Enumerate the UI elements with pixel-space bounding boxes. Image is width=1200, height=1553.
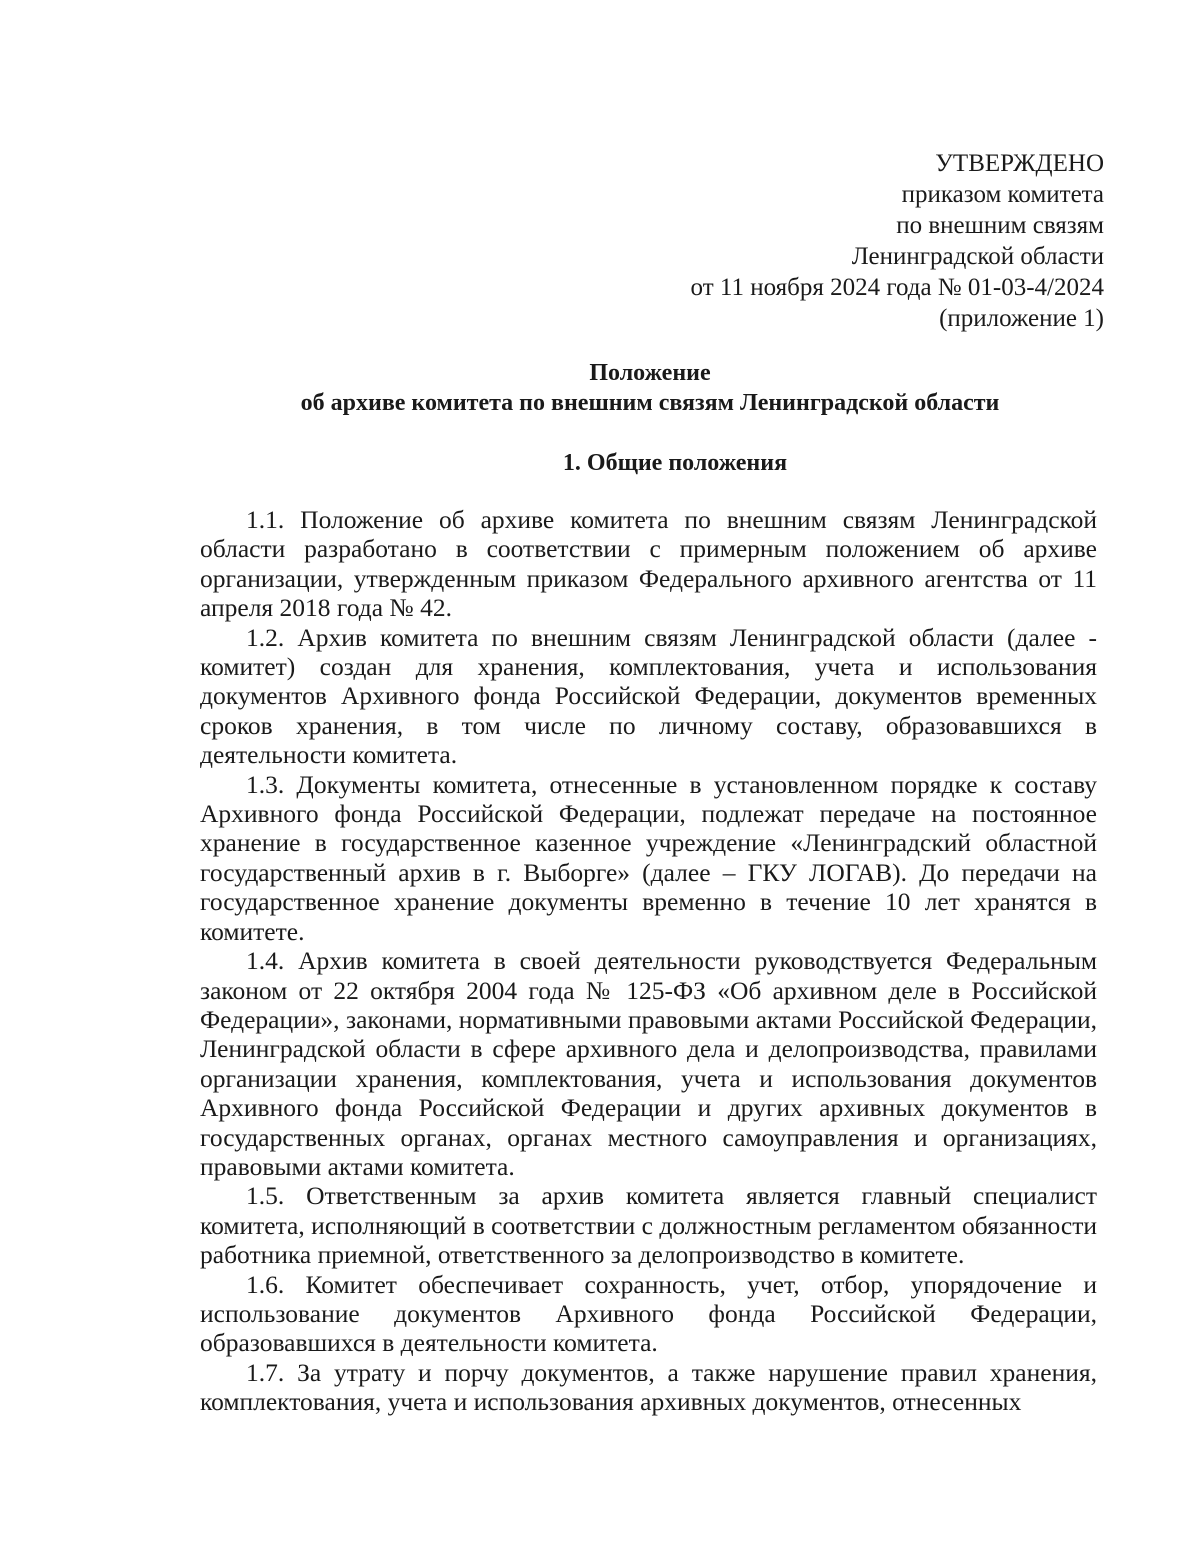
approval-order-number: от 11 ноября 2024 года № 01-03-4/2024 [690, 274, 1104, 301]
paragraph-1-1: 1.1. Положение об архиве комитета по внешним связям Ленинградской области разработано в соответствии с примерным положением об архиве организации, утвержденным приказом Федерального архивного агентства от 11 апреля 2018 года № 42. [200, 505, 1097, 623]
paragraph-1-3: 1.3. Документы комитета, отнесенные в установленном порядке к составу Архивного фонда Российской Федерации, подлежат передаче на постоянное хранение в государственное казенное учреждение «Ленинградский областной государственный архив в г. Выборге» (далее – ГКУ ЛОГАВ). До передачи на государственное хранение документы временно в течение 10 лет хранятся в комитете. [200, 769, 1097, 946]
paragraph-1-2: 1.2. Архив комитета по внешним связям Ленинградской области (далее - комитет) создан для хранения, комплектования, учета и использования документов Архивного фонда Российской Федерации, документов временных сроков хранения, в том числе по личному составу, образовавшихся в деятельности комитета. [200, 622, 1097, 770]
paragraph-1-4: 1.4. Архив комитета в своей деятельности руководствуется Федеральным законом от 22 октября 2004 года № 125-ФЗ «Об архивном деле в Российской Федерации», законами, нормативными правовыми актами Российской Федерации, Ленинградской области в сфере архивного дела и делопроизводства, правилами организации хранения, комплектования, учета и использования документов Архивного фонда Российской Федерации и других архивных документов в государственных органах, органах местного самоуправления и организациях, правовыми актами комитета. [200, 946, 1097, 1181]
document-body [200, 505, 1097, 1417]
document-subtitle: об архиве комитета по внешним связям Ленинградской области [300, 390, 1000, 416]
document-title: Положение [589, 360, 711, 386]
approval-line: по внешним связям [896, 212, 1104, 239]
paragraph-1-7: 1.7. За утрату и порчу документов, а также нарушение правил хранения, комплектования, учета и использования архивных документов, отнесенных [200, 1357, 1097, 1417]
paragraph-1-5: 1.5. Ответственным за архив комитета является главный специалист комитета, исполняющий в соответствии с должностным регламентом обязанности работника приемной, ответственного за делопроизводство в комитете. [200, 1181, 1097, 1270]
approval-heading: УТВЕРЖДЕНО [935, 150, 1104, 177]
paragraph-1-6: 1.6. Комитет обеспечивает сохранность, учет, отбор, упорядочение и использование документов Архивного фонда Российской Федерации, образовавшихся в деятельности комитета. [200, 1269, 1097, 1358]
approval-line: приказом комитета [901, 181, 1104, 208]
document-title-block [200, 358, 1100, 418]
section-heading: 1. Общие положения [562, 450, 788, 476]
approval-stamp-block [691, 148, 1104, 334]
approval-appendix: (приложение 1) [939, 305, 1104, 332]
approval-line: Ленинградской области [851, 243, 1104, 270]
